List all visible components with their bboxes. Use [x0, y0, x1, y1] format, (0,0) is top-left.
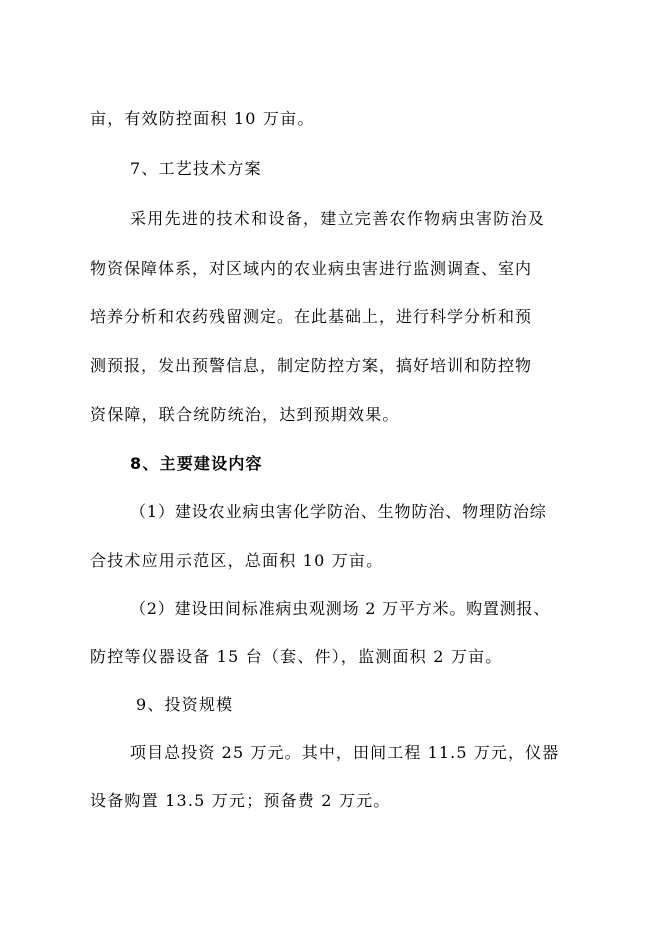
text-line-6: 测预报，发出预警信息，制定防控方案，搞好培训和防控物 — [90, 356, 533, 375]
section-heading-7: 7、工艺技术方案 — [130, 159, 262, 178]
text-line-15: 设备购置 13.5 万元；预备费 2 万元。 — [90, 791, 391, 810]
text-line-10: 合技术应用示范区，总面积 10 万亩。 — [90, 551, 384, 570]
text-line-9: （1）建设农业病虫害化学防治、生物防治、物理防治综 — [130, 502, 547, 521]
text-line-4: 物资保障体系，对区域内的农业病虫害进行监测调查、室内 — [90, 259, 533, 278]
text-line-14: 项目总投资 25 万元。其中，田间工程 11.5 万元，仪器 — [130, 743, 560, 762]
section-heading-9: 9、投资规模 — [136, 695, 234, 714]
section-heading-8: 8、主要建设内容 — [130, 454, 263, 473]
text-line-11: （2）建设田间标准病虫观测场 2 万平方米。购置测报、 — [130, 599, 551, 618]
text-line-1: 亩，有效防控面积 10 万亩。 — [90, 109, 315, 128]
text-line-5: 培养分析和农药残留测定。在此基础上，进行科学分析和预 — [90, 307, 533, 326]
text-line-3: 采用先进的技术和设备，建立完善农作物病虫害防治及 — [130, 209, 546, 228]
text-line-12: 防控等仪器设备 15 台（套、件），监测面积 2 万亩。 — [90, 647, 503, 666]
text-line-7: 资保障，联合统防统治，达到预期效果。 — [90, 405, 400, 424]
